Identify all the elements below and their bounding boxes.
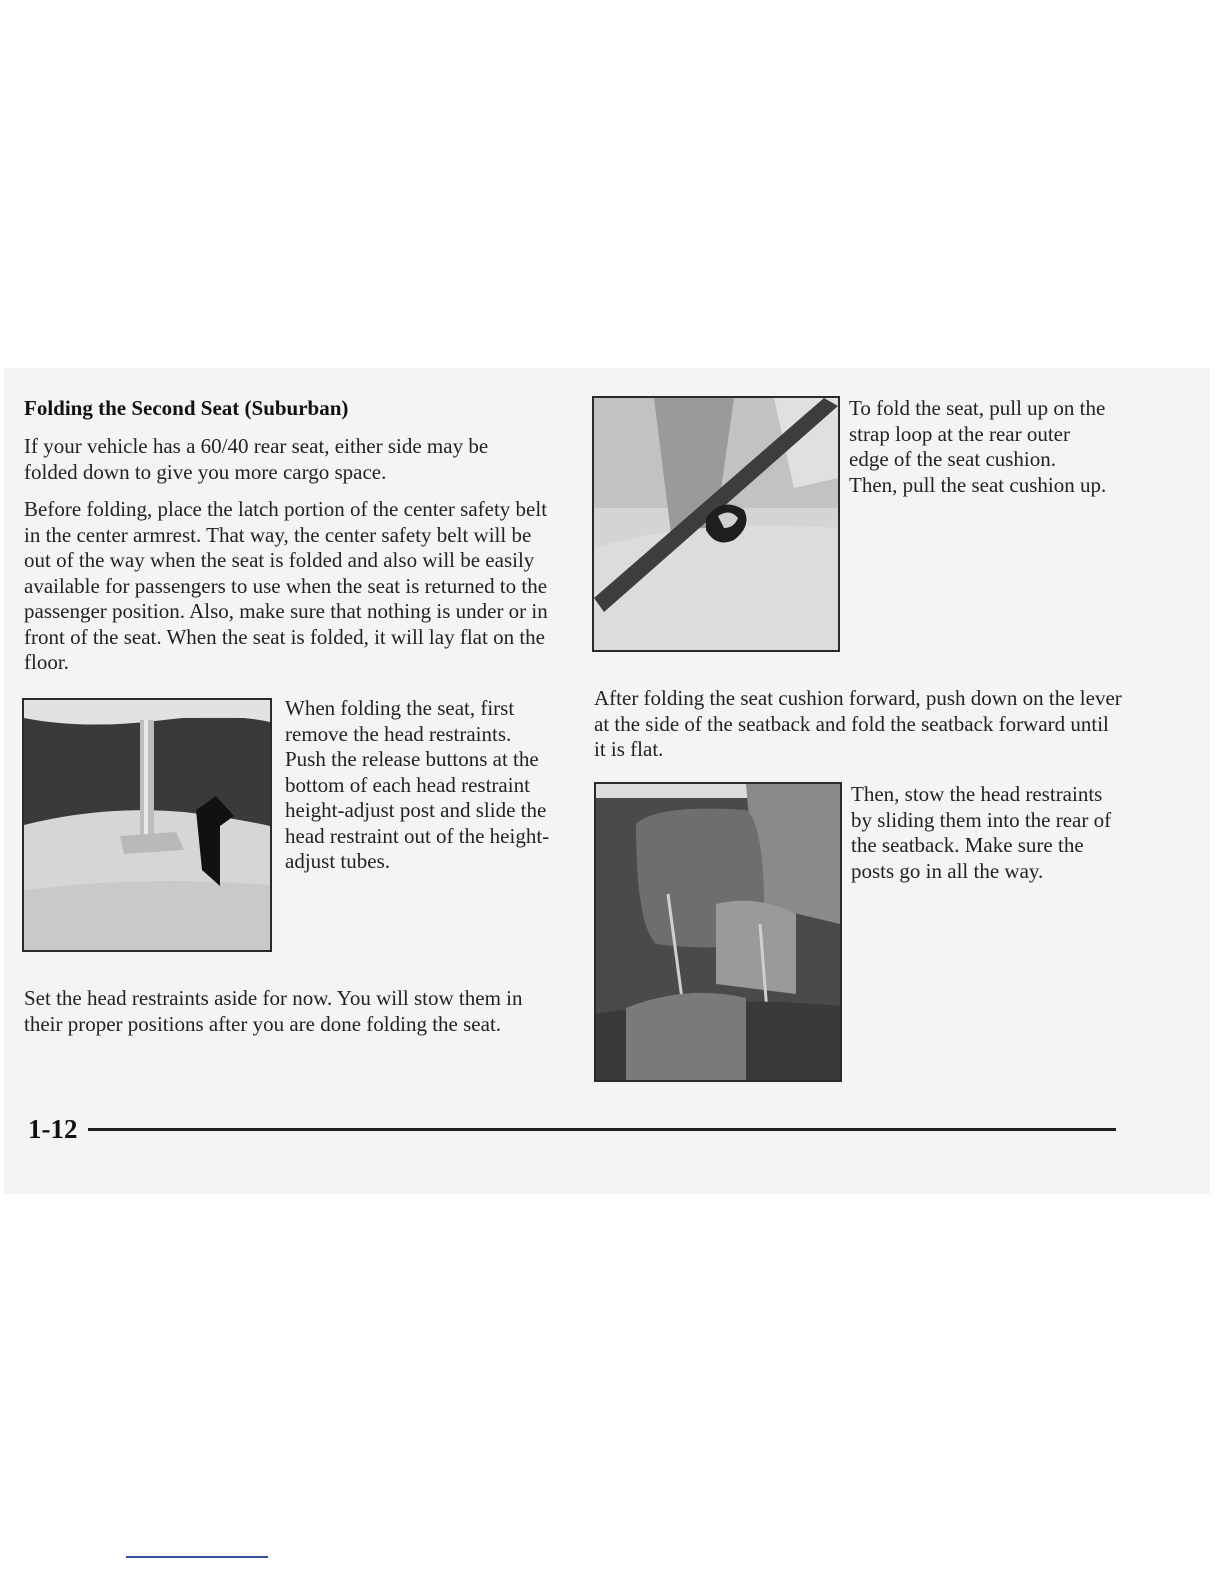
- footer-rule: [88, 1128, 1116, 1131]
- strap-loop-text: To fold the seat, pull up on the strap loop at the rear outer edge of the seat cushion. Then, pull the seat cushion up.: [849, 396, 1107, 497]
- intro-paragraph: If your vehicle has a 60/40 rear seat, either side may be folded down to give you more cargo space.: [24, 434, 489, 484]
- page-number: 1-12: [28, 1114, 78, 1144]
- set-aside-paragraph: Set the head restraints aside for now. You will stow them in their proper positions after you are done folding the seat.: [24, 986, 523, 1036]
- stow-restraints-text: Then, stow the head restraints by sliding them into the rear of the seatback. Make sure the posts go in all the way.: [851, 782, 1112, 883]
- section-heading: Folding the Second Seat (Suburban): [24, 396, 349, 420]
- seat-strap-loop-photo: [592, 396, 840, 652]
- head-restraint-release-photo: [22, 698, 272, 952]
- head-restraint-removal-text: When folding the seat, first remove the head restraints. Push the release buttons at the bottom of each head restraint height-adjust post and slide the head restraint out of the height-adjust tubes.: [285, 696, 550, 873]
- stowed-head-restraints-photo: [594, 782, 842, 1082]
- before-folding-paragraph: Before folding, place the latch portion of the center safety belt in the center armrest. That way, the center safety belt will be out of the way when the seat is folded and also will be easily available for passengers to use when the seat is returned to the passenger position. Also, make sure that nothing is under or in front of the seat. When the seat is folded, it will lay flat on the floor.: [24, 497, 548, 674]
- bottom-rule: [126, 1556, 268, 1558]
- fold-seatback-paragraph: After folding the seat cushion forward, push down on the lever at the side of the seatback and fold the seatback forward until it is flat.: [594, 686, 1122, 761]
